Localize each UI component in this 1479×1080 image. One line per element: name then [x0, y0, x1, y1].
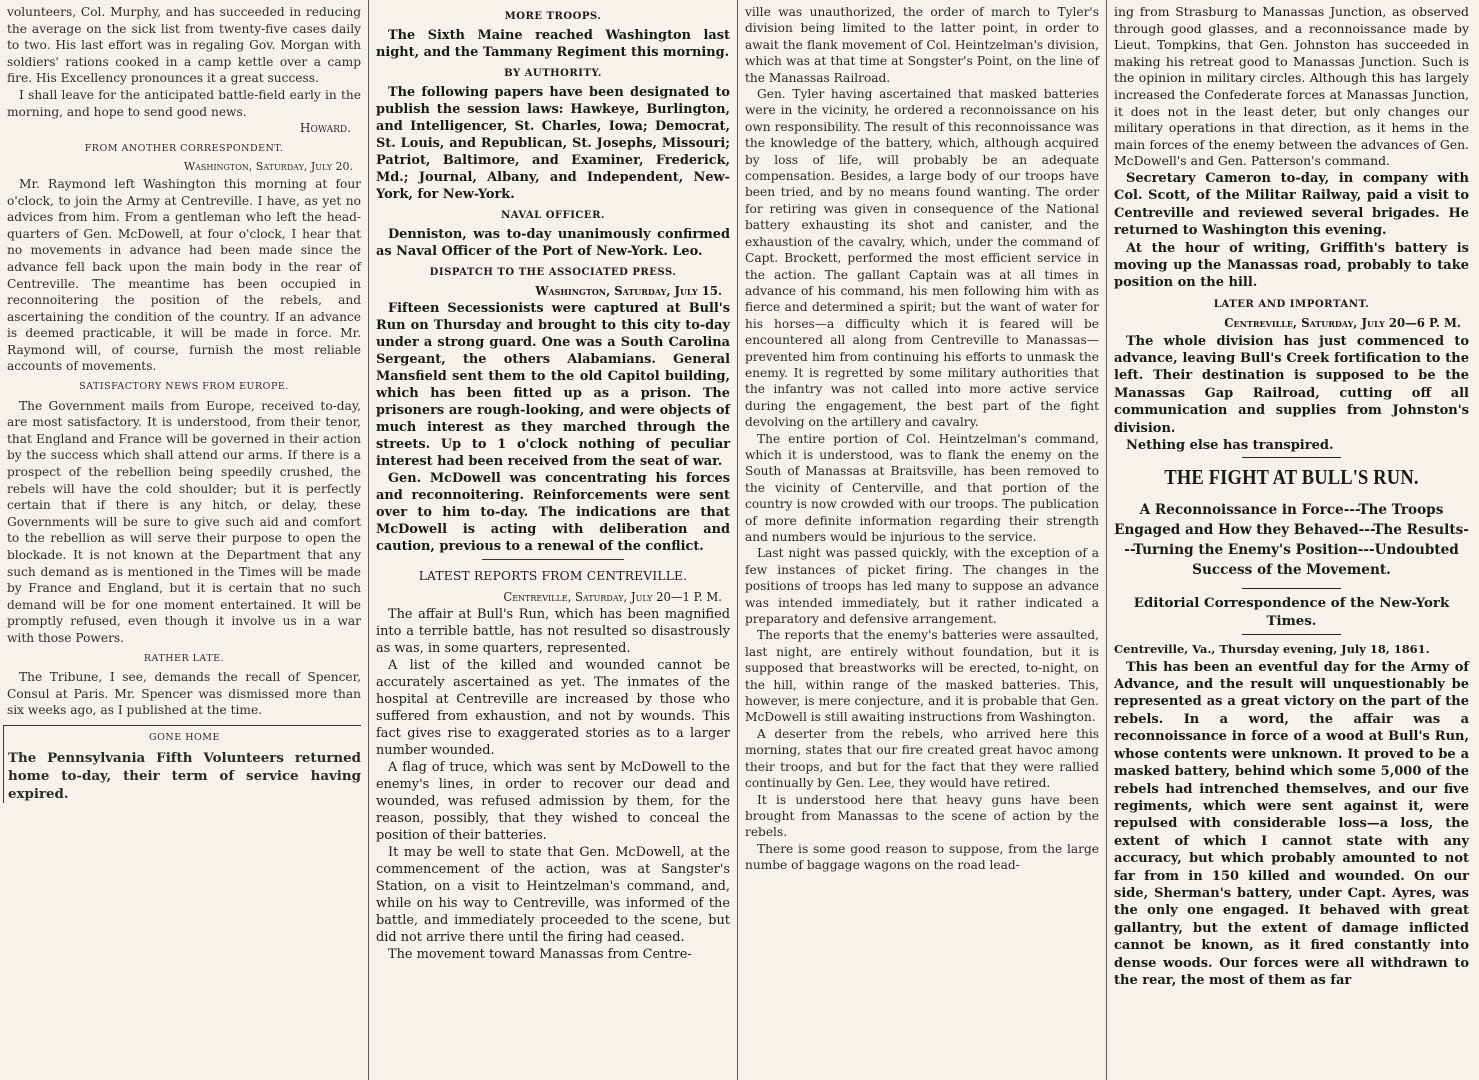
section-heading: LATER AND IMPORTANT. — [1213, 297, 1370, 310]
paragraph: volunteers, Col. Murphy, and has succeeded in reducing the average on the sick list from twenty-five cases daily to two. His last effort was in regaling Gov. Morgan with soldiers' rations cooked in a camp kettle over a camp fire. His Excellency pronounces it a great success. — [7, 5, 361, 86]
column-1 — [0, 0, 369, 1080]
paragraph: ville was unauthorized, the order of march to Tyler's division being limited to the latter point, in order to await the flank movement of Col. Heintzelman's division, which was at that time at Songster's Point, on the line of the Manassas Railroad. — [745, 5, 1099, 85]
section-heading: LATEST REPORTS FROM CENTREVILLE. — [418, 569, 688, 583]
paragraph: I shall leave for the anticipated battle-field early in the morning, and hope to send good news. — [7, 87, 361, 119]
section-heading: NAVAL OFFICER. — [501, 210, 605, 221]
divider — [482, 559, 624, 560]
paragraph: Mr. Raymond left Washington this morning at four o'clock, to join the Army at Centreville. I have, as yet no advices from him. From a gentleman who left the head-quarters of Gen. McDowell, at four o'clock, I hear that no movements in advance had been made since the advance fell back upon the main body in the rear of Centreville. The meantime has been occupied in reconnoitering the position of the rebels, and ascertaining the condition of the country. If an advance is deemed practicable, it will be made in force. Mr. Raymond will, of course, furnish the most reliable accounts of movements. — [7, 176, 361, 374]
paragraph: The Tribune, I see, demands the recall of Spencer, Consul at Paris. Mr. Spencer was dismissed more than six weeks ago, as I published at the time. — [7, 670, 361, 718]
paragraph: Nething else has transpired. — [1126, 438, 1334, 454]
paragraph: This has been an eventful day for the Army of Advance, and the result will unquestionably be represented as a great victory on the part of the rebels. In a word, the affair was a reconnoissance in force of a wood at Bull's Run, whose contents were unknown. It proved to be a masked battery, behind which some 5,000 of the rebels had intrenched themselves, and our five regiments, which were sent against it, were repulsed with considerable loss—a loss, the extent of which I cannot state with any accuracy, but which probably amounted to not far from in 150 killed and wounded. On our side, Sherman's battery, under Capt. Ayres, was the only one engaged. It behaved with great gallantry, but the extent of damage inflicted cannot be known, as it fired constantly into dense woods. Our forces were all withdrawn to the rear, the most of them as far — [1114, 659, 1469, 988]
paragraph: Gen. Tyler having ascertained that masked batteries were in the vicinity, he ordered a reconnoissance on his own responsibility. The result of this reconnoissance was the knowledge of the battery, which, although acquired by loss of life, will probably be an adequate compensation. Besides, a large body of our troops have been tried, and by no means found wanting. The order for retiring was given in consequence of the National battery exhausting its shot and canister, and the exhaustion of the cavalry, which, under the command of Capt. Brockett, performed the most efficient service in the action. The gallant Captain was at all times in advance of his command, his men following him with as fierce and determined a spirit; but the want of water for his horses—a difficulty which it is feared will be encountered all along from Centreville to Manassas—prevented him from continuing his efforts to unmask the enemy. It is regretted by some military authorities that the infantry was not called into more active service during the engagement, the best part of the fight devolving on the artillery and cavalry. — [745, 87, 1099, 430]
paragraph: At the hour of writing, Griffith's battery is moving up the Manassas road, probably to take position on the hill. — [1114, 240, 1469, 291]
column-2 — [369, 0, 738, 1080]
paragraph: Fifteen Secessionists were captured at Bull's Run on Thursday and brought to this city to-day under a strong guard. One was a South Carolina Sergeant, the others Alabamians. General Mansfield sent them to the old Capitol building, which has been fitted up as a prison. The prisoners are rough-looking, and were objects of much interest as they marched through the streets. Up to 1 o'clock nothing of peculiar interest had been received from the seat of war. — [376, 301, 730, 469]
paragraph: The Pennsylvania Fifth Volunteers returned home to-day, their term of service having expired. — [8, 749, 361, 802]
paragraph: A list of the killed and wounded cannot be accurately ascertained as yet. The inmates of the hospital at Centreville are increased by those who suffered from exhaustion, and not by wounds. This fact gives rise to exaggerated stories as to a larger number wounded. — [376, 658, 730, 758]
divider — [1242, 634, 1341, 635]
paragraph: Secretary Cameron to-day, in company with Col. Scott, of the Militar Railway, paid a visit to Centreville and reviewed several brigades. He returned to Washington this evening. — [1114, 170, 1469, 239]
paragraph: The whole division has just commenced to advance, leaving Bull's Creek fortification to the left. Their destination is supposed to be the Manassas Gap Railroad, cutting off all communication and supplies from Johnston's division. — [1114, 333, 1469, 436]
section-heading: BY AUTHORITY. — [504, 68, 602, 79]
gone-home-box — [3, 725, 361, 803]
dateline: Washington, Saturday, July 20. — [183, 160, 353, 174]
article-credit: Editorial Correspondence of the New-York Times. — [1133, 595, 1450, 629]
paragraph: A flag of truce, which was sent by McDowell to the enemy's lines, in order to recover our dead and wounded, was refused admission by them, for the reason, possibly, that they wished to conceal the position of their batteries. — [376, 760, 730, 843]
paragraph: The following papers have been designated to publish the session laws: Hawkeye, Burlington, and Intelligencer, St. Charles, Iowa; Democrat, St. Louis, and Republican, St. Josephs, Missouri; Patriot, Baltimore, and Examiner, Frederick, Md.; Journal, Albany, and Independent, New-York, for New-York. — [376, 85, 730, 202]
divider — [1242, 457, 1341, 458]
paragraph: The Sixth Maine reached Washington last night, and the Tammany Regiment this morning. — [376, 28, 730, 60]
column-4 — [1107, 0, 1476, 1080]
section-heading: SATISFACTORY NEWS FROM EUROPE. — [79, 381, 289, 393]
paragraph: Gen. McDowell was concentrating his forces and reconnoitering. Reinforcements were sent over to him to-day. The indications are that McDowell is acting with deliberation and caution, previous to a renewal of the conflict. — [376, 471, 730, 554]
paragraph: The entire portion of Col. Heintzelman's command, which it is understood, was to flank the enemy on the South of Manassas at Braitsville, has been removed to the vicinity of Centerville, and that portion of the country is now crowded with our troops. The publication of more definite information regarding their strength and numbers would be injurious to the service. — [745, 431, 1099, 544]
article-title: THE FIGHT AT BULL'S RUN. — [1164, 465, 1419, 490]
dateline: Centreville, Saturday, July 20—6 P. M. — [1224, 316, 1461, 331]
section-heading: RATHER LATE. — [143, 652, 225, 664]
signature: Leo. — [672, 244, 703, 259]
paragraph: The movement toward Manassas from Centre- — [388, 947, 692, 962]
signature: Howard. — [299, 121, 351, 136]
column-3 — [738, 0, 1107, 1080]
section-heading: DISPATCH TO THE ASSOCIATED PRESS. — [429, 267, 677, 278]
article-subtitle: A Reconnoissance in Force---The Troops Engaged and How they Behaved---The Results---Turning the Enemy's Position---Undoubted Success of the Movement. — [1114, 502, 1469, 579]
dateline: Centreville, Saturday, July 20—1 P. M. — [503, 590, 722, 604]
paragraph: It is understood here that heavy guns have been brought from Manassas to the scene of action by the rebels. — [745, 792, 1099, 840]
paragraph: A deserter from the rebels, who arrived here this morning, states that our fire created great havoc among their troops, and but for the fact that they were rallied continually by Gen. Lee, they would have retired. — [745, 726, 1099, 791]
paragraph: ing from Strasburg to Manassas Junction, as observed through good glasses, and a reconnoissance made by Lieut. Tompkins, that Gen. Johnston has succeeded in making his retreat good to Manassas Junction. Such is the opinion in military circles. Although this has largely increased the Confederate forces at Manassas Junction, it does not in the least deter, but only changes our military operations in that direction, as it hems in the main forces of the enemy between the advances of Gen. McDowell's and Gen. Patterson's command. — [1114, 4, 1469, 169]
divider — [1242, 588, 1341, 589]
paragraph: The reports that the enemy's batteries were assaulted, last night, are entirely without foundation, but it is supposed that breastworks will be erected, to-night, on the hill, within range of the masked batteries. This, however, is mere conjecture, and it is probable that Gen. McDowell is still awaiting instructions from Washington. — [745, 628, 1099, 725]
section-heading: GONE HOME — [149, 731, 220, 743]
dateline: Washington, Saturday, July 15. — [535, 284, 722, 298]
paragraph: There is some good reason to suppose, from the large numbe of baggage wagons on the road lead- — [745, 841, 1099, 873]
paragraph: It may be well to state that Gen. McDowell, at the commencement of the action, was at Sangster's Station, on a visit to Heintzelman's command, and, while on his way to Centreville, was informed of the battle, and immediately proceeded to the scene, but did not arrive there until the firing had ceased. — [376, 845, 730, 945]
paragraph — [376, 226, 730, 260]
paragraph-text: Denniston, was to-day unanimously confirmed as Naval Officer of the Port of New-York. — [376, 227, 730, 259]
paragraph: The Government mails from Europe, received to-day, are most satisfactory. It is understood, from their tenor, that England and France will be governed in their action by the success which shall attend our arms. If there is a prospect of the rebellion being speedily crushed, the rebels will have the cold shoulder; but it is perfectly certain that if there is any hitch, or delay, these Governments will be sure to give such aid and comfort to the rebellion as will serve their purpose to open the blockade. It is not known at the Department that any such demand as is mentioned in the Times will be made by France and England, but it is certain that no such demand will be for one moment entertained. It will be promptly refused, even though it involve us in a war with those Powers. — [7, 398, 361, 645]
section-heading: FROM ANOTHER CORRESPONDENT. — [84, 142, 284, 154]
paragraph: Last night was passed quickly, with the exception of a few instances of picket firing. The changes in the positions of troops has led many to suppose an advance was intended immediately, but it rather indicated a preparatory and defensive arrangement. — [745, 546, 1099, 627]
dateline: Centreville, Va., Thursday evening, July 18, 1861. — [1114, 642, 1430, 657]
section-heading: MORE TROOPS. — [504, 11, 602, 22]
paragraph: The affair at Bull's Run, which has been magnified into a terrible battle, has not resulted so disastrously as was, in some quarters, represented. — [376, 607, 730, 656]
